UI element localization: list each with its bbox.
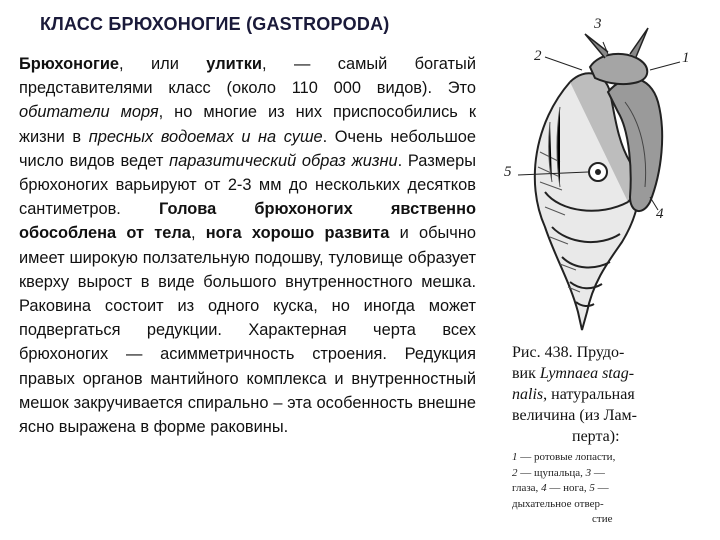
caption-line: величина (из Лам-	[512, 407, 637, 424]
label-3: 3	[594, 16, 602, 32]
pond-snail-illustration	[490, 12, 710, 342]
label-5: 5	[504, 164, 512, 180]
legend-line: глаза, 4 — нога, 5 —	[512, 482, 609, 494]
label-1: 1	[682, 50, 690, 66]
legend-line: стие	[592, 513, 613, 525]
legend-line: 1 — ротовые лопасти,	[512, 451, 616, 463]
label-2: 2	[534, 48, 542, 64]
body-paragraph	[19, 52, 476, 439]
text-run: , — самый богатый представителями класс (около 110 000 видов). Это	[19, 55, 476, 98]
text-run: . Размеры брюхоногих варьируют от 2-3 мм до нескольких десятков сантиметров.	[19, 151, 476, 219]
label-4: 4	[656, 206, 664, 222]
text-run: ,	[190, 224, 206, 243]
figure-legend	[512, 450, 708, 528]
text-run: , или	[119, 55, 207, 73]
text-run: Брюхоногие	[19, 55, 120, 73]
legend-line: 2 — щупальца, 3 —	[512, 466, 605, 479]
page-title: КЛАСС БРЮХОНОГИЕ (GASTROPODA)	[40, 14, 390, 34]
text-run: пресных водоемах и на суше	[88, 127, 323, 146]
text-run: , но многие из них приспособились к жизни в	[19, 103, 476, 146]
text-run: обитатели моря	[19, 103, 159, 122]
text-run: нога хорошо развита	[205, 224, 390, 243]
caption-line: nalis, натуральная	[512, 386, 635, 403]
caption-line: Рис. 438. Прудо-	[512, 344, 625, 361]
text-run: Голова брюхоногих явственно обособлена от тела	[19, 200, 476, 243]
figure	[490, 12, 710, 532]
caption-line: вик Lymnaea stag-	[512, 365, 635, 382]
figure-caption	[512, 342, 708, 447]
text-run: паразитический образ жизни	[169, 151, 398, 170]
text-run: . Очень небольшое число видов ведет	[19, 127, 476, 170]
caption-line: перта):	[572, 428, 620, 445]
text-run: и обычно имеет широкую ползательную подошву, туловище образует кверху вырост в виде большого внутренностного мешка. Раковина состоит из одного куска, но иногда может подвергаться редукции. Характерная черта всех брюхоногих — асимметричность строения. Редукция правых органов мантийного комплекса и внутренностный мешок закручивается спирально – эта особенность внешне ясно выражена в форме раковины.	[19, 224, 477, 437]
text-run: улитки	[206, 55, 262, 73]
legend-line: дыхательное отвер-	[512, 497, 604, 510]
